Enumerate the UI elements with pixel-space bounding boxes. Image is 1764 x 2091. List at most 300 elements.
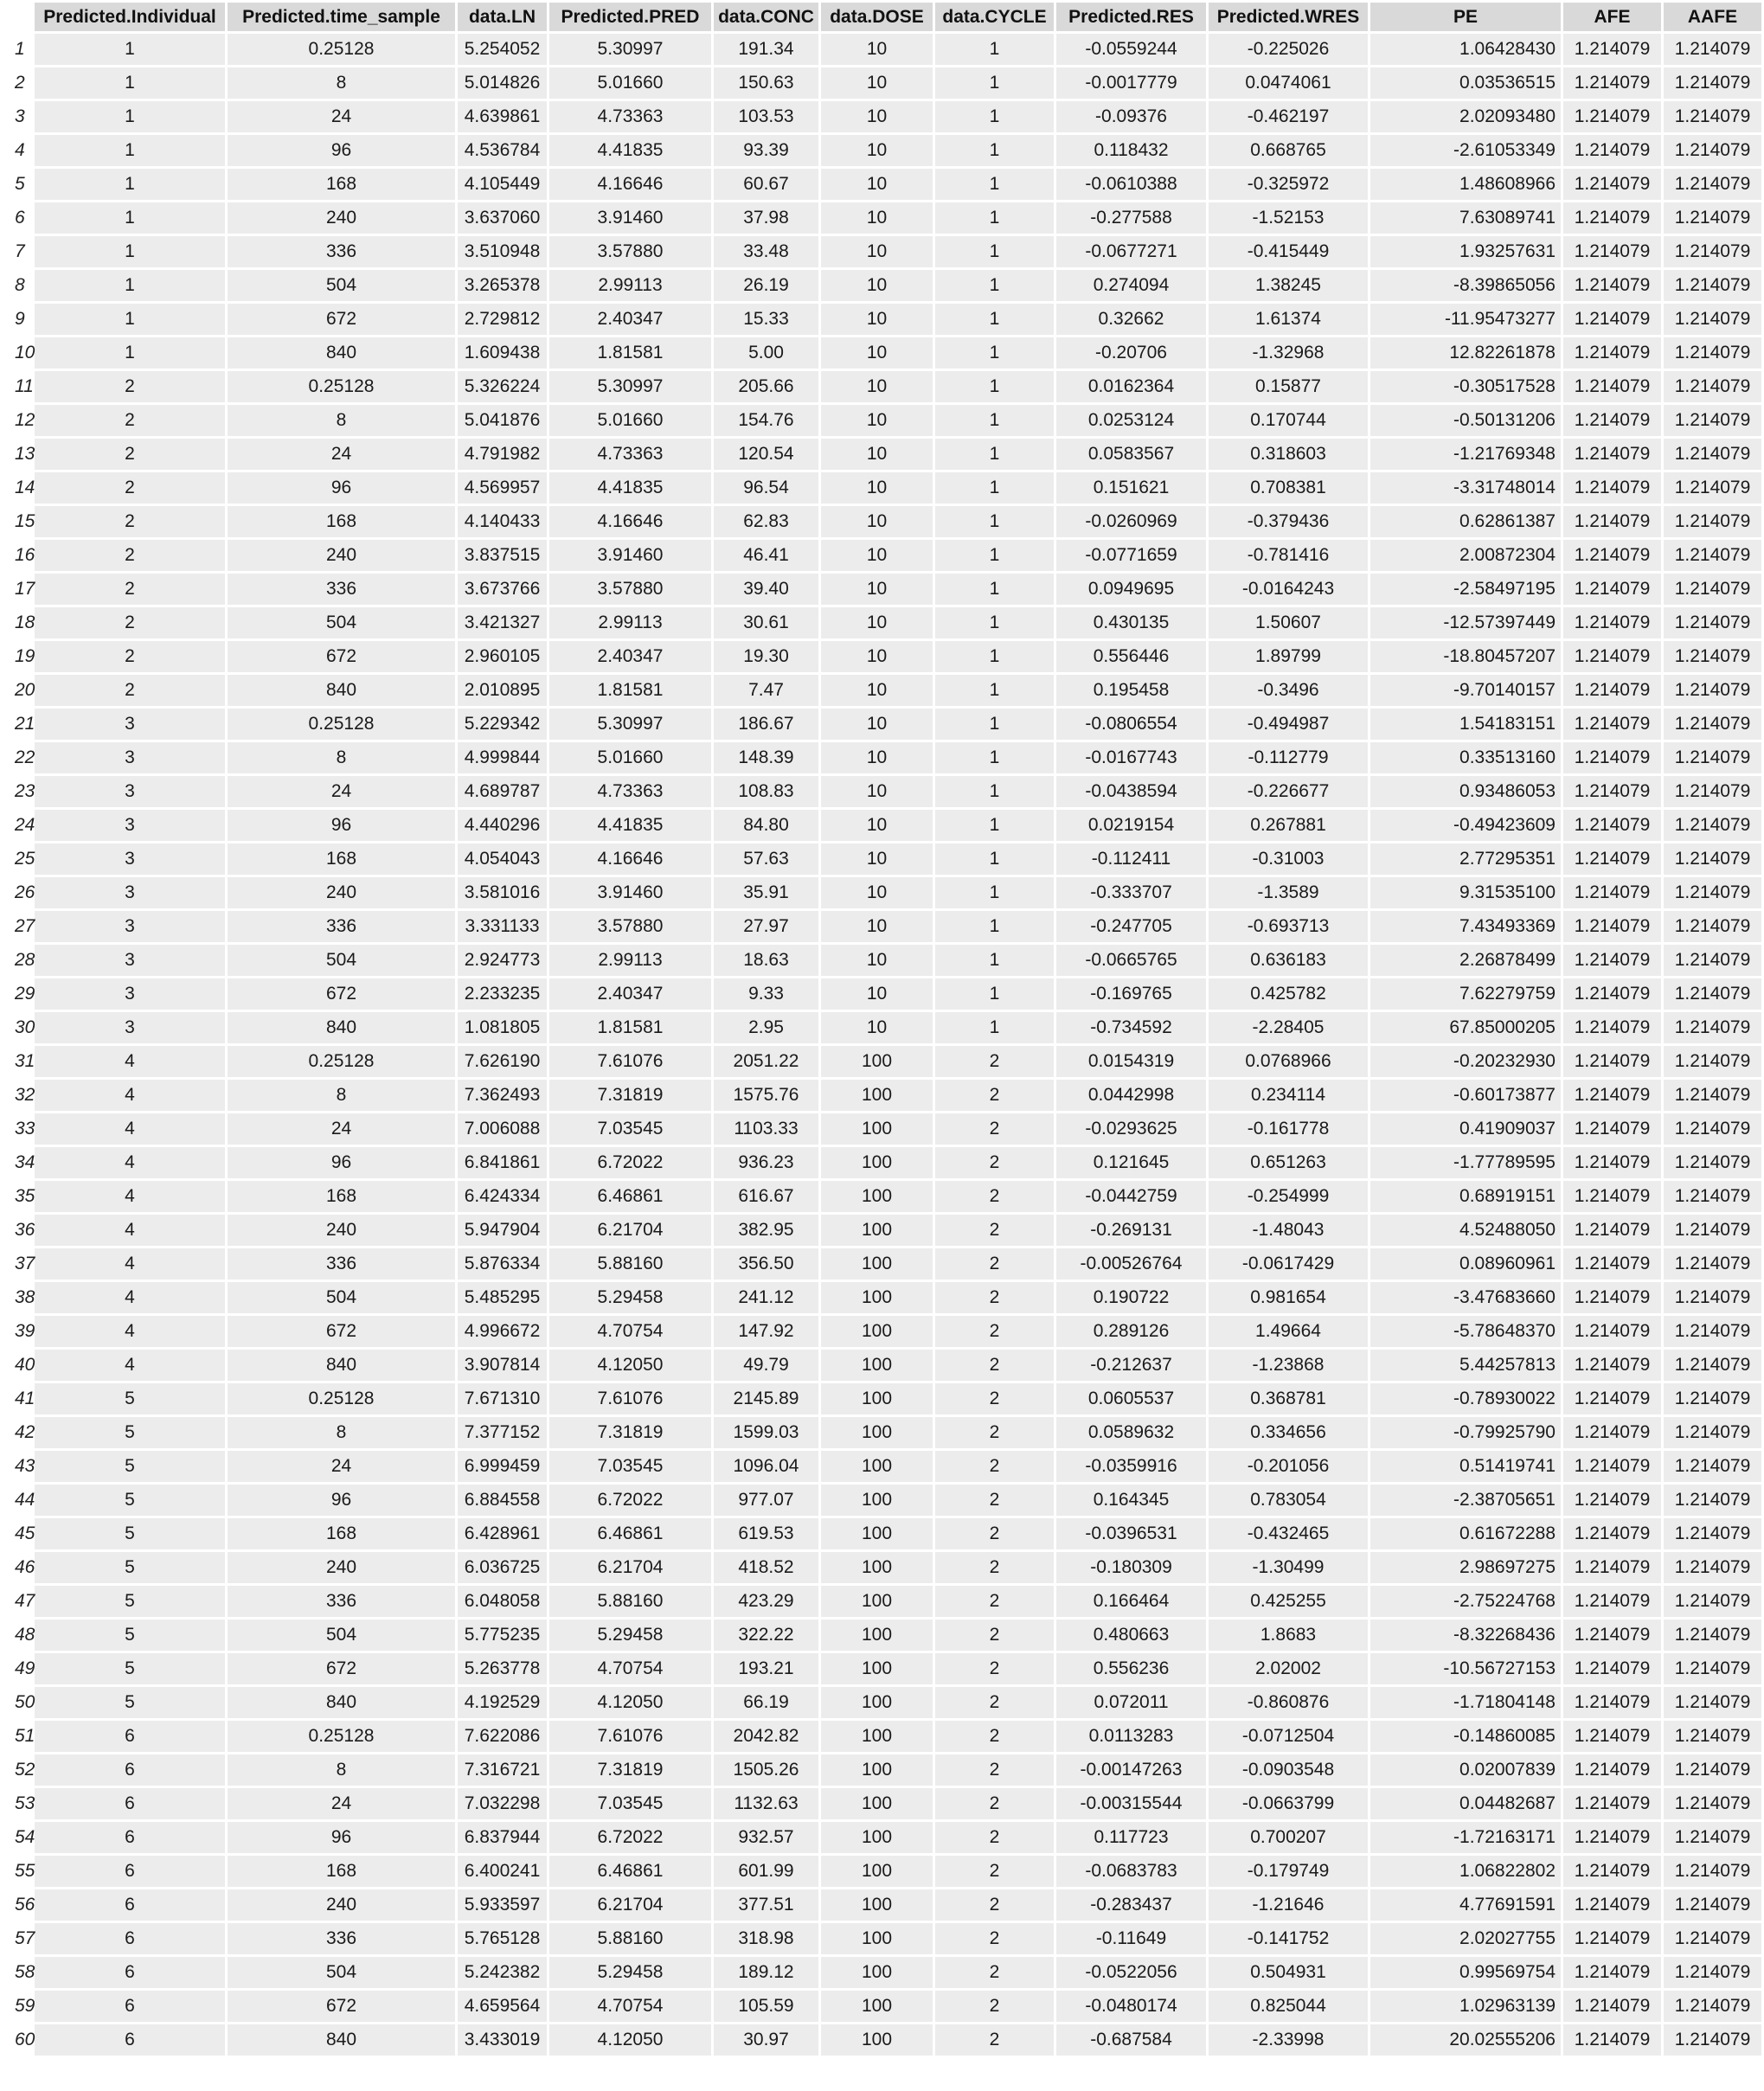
table-row[interactable] — [3, 1754, 1761, 1786]
table-cell[interactable]: 1575.76 — [714, 1080, 818, 1111]
table-cell[interactable]: 0.121645 — [1056, 1147, 1206, 1178]
table-cell[interactable]: 7.03545 — [549, 1451, 711, 1482]
table-cell[interactable]: 1.214079 — [1563, 1957, 1661, 1988]
table-cell[interactable]: -9.70140157 — [1370, 675, 1561, 706]
table-cell[interactable]: 1.214079 — [1664, 1383, 1761, 1414]
table-cell[interactable]: 57.63 — [714, 843, 818, 875]
table-cell[interactable]: 6.72022 — [549, 1822, 711, 1853]
table-cell[interactable]: 2 — [35, 506, 225, 537]
table-cell[interactable]: 1.214079 — [1664, 945, 1761, 976]
table-cell[interactable]: 1.214079 — [1563, 641, 1661, 672]
table-cell[interactable]: -0.693713 — [1209, 911, 1368, 942]
table-cell[interactable]: 10 — [821, 776, 933, 807]
table-cell[interactable]: -0.494987 — [1209, 709, 1368, 740]
table-cell[interactable]: 1.214079 — [1563, 1316, 1661, 1347]
table-cell[interactable]: 977.07 — [714, 1485, 818, 1516]
table-cell[interactable]: 840 — [228, 2024, 455, 2056]
table-cell[interactable]: 672 — [228, 304, 455, 335]
table-cell[interactable]: 5.44257813 — [1370, 1350, 1561, 1381]
table-cell[interactable]: 100 — [821, 2024, 933, 2056]
table-cell[interactable]: 5.30997 — [549, 709, 711, 740]
table-cell[interactable]: 0.0113283 — [1056, 1721, 1206, 1752]
table-cell[interactable]: 1 — [935, 439, 1054, 470]
table-cell[interactable]: -0.212637 — [1056, 1350, 1206, 1381]
table-cell[interactable]: 0.99569754 — [1370, 1957, 1561, 1988]
table-cell[interactable]: 7.61076 — [549, 1383, 711, 1414]
table-cell[interactable]: 1.214079 — [1563, 877, 1661, 908]
table-cell[interactable]: 840 — [228, 1350, 455, 1381]
table-cell[interactable]: 1 — [935, 101, 1054, 132]
table-row[interactable] — [3, 1113, 1761, 1145]
table-cell[interactable]: 2 — [935, 1147, 1054, 1178]
table-cell[interactable]: 2 — [935, 1451, 1054, 1482]
table-cell[interactable]: 336 — [228, 911, 455, 942]
table-cell[interactable]: 6 — [35, 1991, 225, 2022]
table-cell[interactable]: 336 — [228, 1248, 455, 1280]
table-cell[interactable]: 0.425782 — [1209, 978, 1368, 1010]
table-cell[interactable]: 1.214079 — [1664, 1620, 1761, 1651]
table-cell[interactable]: 10 — [821, 101, 933, 132]
table-cell[interactable]: 93.39 — [714, 135, 818, 166]
table-cell[interactable]: 4 — [35, 1181, 225, 1212]
table-cell[interactable]: 3 — [35, 810, 225, 841]
table-cell[interactable]: 240 — [228, 202, 455, 234]
table-cell[interactable]: 0.636183 — [1209, 945, 1368, 976]
table-cell[interactable]: 1 — [935, 34, 1054, 65]
table-cell[interactable]: 4.105449 — [458, 169, 547, 200]
table-cell[interactable]: 39.40 — [714, 574, 818, 605]
table-cell[interactable]: 2 — [935, 1552, 1054, 1583]
table-cell[interactable]: 0.25128 — [228, 1046, 455, 1077]
table-cell[interactable]: 3 — [35, 911, 225, 942]
table-cell[interactable]: 6 — [35, 1957, 225, 1988]
table-cell[interactable]: 2 — [935, 1822, 1054, 1853]
table-cell[interactable]: -0.0559244 — [1056, 34, 1206, 65]
table-cell[interactable]: 2.95 — [714, 1012, 818, 1043]
table-cell[interactable]: 100 — [821, 1889, 933, 1921]
table-cell[interactable]: 1.214079 — [1563, 1754, 1661, 1786]
table-cell[interactable]: 2 — [935, 1215, 1054, 1246]
table-cell[interactable]: -0.141752 — [1209, 1923, 1368, 1954]
table-cell[interactable]: 1 — [35, 169, 225, 200]
table-cell[interactable]: 1 — [935, 371, 1054, 402]
table-cell[interactable]: 10 — [821, 675, 933, 706]
table-cell[interactable]: 1.214079 — [1563, 1552, 1661, 1583]
table-cell[interactable]: 1.214079 — [1664, 540, 1761, 571]
column-header[interactable]: data.CYCLE — [935, 3, 1054, 31]
table-cell[interactable]: 1 — [935, 810, 1054, 841]
table-cell[interactable]: 100 — [821, 1856, 933, 1887]
column-header[interactable]: Predicted.PRED — [549, 3, 711, 31]
table-cell[interactable]: 672 — [228, 1653, 455, 1684]
table-cell[interactable]: 100 — [821, 1248, 933, 1280]
table-cell[interactable]: 1.214079 — [1563, 1721, 1661, 1752]
table-cell[interactable]: 241.12 — [714, 1282, 818, 1313]
table-cell[interactable]: 0.195458 — [1056, 675, 1206, 706]
table-cell[interactable]: 1.214079 — [1563, 843, 1661, 875]
table-cell[interactable]: 30.97 — [714, 2024, 818, 2056]
table-cell[interactable]: 100 — [821, 1754, 933, 1786]
table-row[interactable] — [3, 1721, 1761, 1752]
table-cell[interactable]: 1.214079 — [1664, 742, 1761, 773]
table-cell[interactable]: 2051.22 — [714, 1046, 818, 1077]
table-cell[interactable]: -1.23868 — [1209, 1350, 1368, 1381]
table-cell[interactable]: 3 — [35, 742, 225, 773]
table-cell[interactable]: 382.95 — [714, 1215, 818, 1246]
table-cell[interactable]: 1.609438 — [458, 337, 547, 369]
table-cell[interactable]: 1.214079 — [1664, 1957, 1761, 1988]
table-row[interactable] — [3, 945, 1761, 976]
table-cell[interactable]: 33.48 — [714, 236, 818, 267]
table-cell[interactable]: 3.907814 — [458, 1350, 547, 1381]
table-cell[interactable]: 4.70754 — [549, 1653, 711, 1684]
table-cell[interactable]: 19.30 — [714, 641, 818, 672]
table-row[interactable] — [3, 1822, 1761, 1853]
table-cell[interactable]: 1.214079 — [1563, 371, 1661, 402]
table-cell[interactable]: 7.31819 — [549, 1417, 711, 1448]
table-row[interactable] — [3, 270, 1761, 301]
table-cell[interactable]: 2 — [935, 1316, 1054, 1347]
table-cell[interactable]: -0.687584 — [1056, 2024, 1206, 2056]
table-cell[interactable]: -0.00315544 — [1056, 1788, 1206, 1819]
table-cell[interactable]: 3.91460 — [549, 877, 711, 908]
table-cell[interactable]: 318.98 — [714, 1923, 818, 1954]
table-cell[interactable]: -0.0438594 — [1056, 776, 1206, 807]
table-cell[interactable]: -0.0396531 — [1056, 1518, 1206, 1549]
table-cell[interactable]: 5.29458 — [549, 1957, 711, 1988]
column-header[interactable]: PE — [1370, 3, 1561, 31]
table-cell[interactable]: 1.214079 — [1664, 877, 1761, 908]
table-cell[interactable]: 4 — [35, 1248, 225, 1280]
table-cell[interactable]: 100 — [821, 1046, 933, 1077]
table-cell[interactable]: 24 — [228, 101, 455, 132]
table-cell[interactable]: 0.0442998 — [1056, 1080, 1206, 1111]
table-cell[interactable]: 0.334656 — [1209, 1417, 1368, 1448]
table-cell[interactable]: 1.214079 — [1664, 1080, 1761, 1111]
table-cell[interactable]: -0.3496 — [1209, 675, 1368, 706]
table-cell[interactable]: 0.0949695 — [1056, 574, 1206, 605]
table-cell[interactable]: 1.214079 — [1664, 1788, 1761, 1819]
table-cell[interactable]: 2.010895 — [458, 675, 547, 706]
table-cell[interactable]: -0.0610388 — [1056, 169, 1206, 200]
table-cell[interactable]: 4.52488050 — [1370, 1215, 1561, 1246]
table-cell[interactable]: 0.556446 — [1056, 641, 1206, 672]
table-cell[interactable]: 1.214079 — [1563, 1586, 1661, 1617]
table-row[interactable] — [3, 1012, 1761, 1043]
table-cell[interactable]: -0.415449 — [1209, 236, 1368, 267]
table-cell[interactable]: -0.0903548 — [1209, 1754, 1368, 1786]
table-cell[interactable]: 96 — [228, 472, 455, 504]
table-cell[interactable]: 0.072011 — [1056, 1687, 1206, 1718]
table-row[interactable] — [3, 776, 1761, 807]
table-cell[interactable]: 1.214079 — [1664, 810, 1761, 841]
table-cell[interactable]: 168 — [228, 506, 455, 537]
table-row[interactable] — [3, 1046, 1761, 1077]
table-cell[interactable]: -1.72163171 — [1370, 1822, 1561, 1853]
table-cell[interactable]: 5.263778 — [458, 1653, 547, 1684]
table-cell[interactable]: 10 — [821, 236, 933, 267]
table-cell[interactable]: 6.72022 — [549, 1485, 711, 1516]
table-cell[interactable]: 1.214079 — [1664, 135, 1761, 166]
table-cell[interactable]: 4.41835 — [549, 472, 711, 504]
table-cell[interactable]: 1 — [935, 405, 1054, 436]
table-cell[interactable]: 10 — [821, 270, 933, 301]
table-cell[interactable]: 2 — [35, 540, 225, 571]
table-cell[interactable]: 5 — [35, 1383, 225, 1414]
table-cell[interactable]: 100 — [821, 1080, 933, 1111]
table-cell[interactable]: 5.88160 — [549, 1923, 711, 1954]
table-cell[interactable]: 7.03545 — [549, 1788, 711, 1819]
table-cell[interactable]: -0.0522056 — [1056, 1957, 1206, 1988]
table-cell[interactable]: 6.048058 — [458, 1586, 547, 1617]
table-cell[interactable]: -0.333707 — [1056, 877, 1206, 908]
table-cell[interactable]: 0.0474061 — [1209, 67, 1368, 99]
table-cell[interactable]: 2 — [935, 1485, 1054, 1516]
table-row[interactable] — [3, 911, 1761, 942]
table-cell[interactable]: 6.884558 — [458, 1485, 547, 1516]
table-cell[interactable]: 504 — [228, 1282, 455, 1313]
table-cell[interactable]: 1.214079 — [1563, 202, 1661, 234]
table-cell[interactable]: -0.283437 — [1056, 1889, 1206, 1921]
table-cell[interactable]: 100 — [821, 1721, 933, 1752]
table-cell[interactable]: 1.214079 — [1563, 1417, 1661, 1448]
table-cell[interactable]: 932.57 — [714, 1822, 818, 1853]
table-cell[interactable]: 6.21704 — [549, 1552, 711, 1583]
table-cell[interactable]: -0.0712504 — [1209, 1721, 1368, 1752]
table-cell[interactable]: 1.50607 — [1209, 607, 1368, 638]
table-cell[interactable]: 2 — [35, 574, 225, 605]
table-cell[interactable]: 504 — [228, 1957, 455, 1988]
table-cell[interactable]: -0.31003 — [1209, 843, 1368, 875]
table-cell[interactable]: -0.432465 — [1209, 1518, 1368, 1549]
table-cell[interactable]: 3.637060 — [458, 202, 547, 234]
table-cell[interactable]: 1.214079 — [1664, 1282, 1761, 1313]
table-cell[interactable]: -2.33998 — [1209, 2024, 1368, 2056]
table-cell[interactable]: 240 — [228, 877, 455, 908]
table-cell[interactable]: 1.214079 — [1563, 101, 1661, 132]
table-cell[interactable]: 2 — [935, 1620, 1054, 1651]
table-cell[interactable]: 1.214079 — [1563, 1383, 1661, 1414]
table-cell[interactable]: 1 — [935, 1012, 1054, 1043]
table-cell[interactable]: 4.16646 — [549, 843, 711, 875]
table-row[interactable] — [3, 169, 1761, 200]
table-cell[interactable]: -0.20706 — [1056, 337, 1206, 369]
table-cell[interactable]: 108.83 — [714, 776, 818, 807]
table-cell[interactable]: 4.569957 — [458, 472, 547, 504]
table-cell[interactable]: 96 — [228, 1485, 455, 1516]
table-cell[interactable]: 24 — [228, 439, 455, 470]
column-header[interactable]: AFE — [1563, 3, 1661, 31]
table-row[interactable] — [3, 202, 1761, 234]
table-cell[interactable]: 5 — [35, 1552, 225, 1583]
table-cell[interactable]: 5.014826 — [458, 67, 547, 99]
table-cell[interactable]: 18.63 — [714, 945, 818, 976]
table-cell[interactable]: 1.214079 — [1664, 371, 1761, 402]
table-cell[interactable]: -0.0442759 — [1056, 1181, 1206, 1212]
table-cell[interactable]: 1 — [935, 540, 1054, 571]
table-cell[interactable]: 9.31535100 — [1370, 877, 1561, 908]
table-cell[interactable]: 1.214079 — [1664, 506, 1761, 537]
table-row[interactable] — [3, 1316, 1761, 1347]
table-cell[interactable]: 1 — [935, 641, 1054, 672]
table-cell[interactable]: 100 — [821, 1687, 933, 1718]
table-row[interactable] — [3, 607, 1761, 638]
table-cell[interactable]: 7.377152 — [458, 1417, 547, 1448]
table-cell[interactable]: 1.214079 — [1664, 607, 1761, 638]
table-cell[interactable]: 0.02007839 — [1370, 1754, 1561, 1786]
table-cell[interactable]: 1.214079 — [1664, 1485, 1761, 1516]
table-cell[interactable]: 2.02093480 — [1370, 101, 1561, 132]
table-cell[interactable]: 5.947904 — [458, 1215, 547, 1246]
table-row[interactable] — [3, 1282, 1761, 1313]
table-row[interactable] — [3, 540, 1761, 571]
table-cell[interactable]: 100 — [821, 1552, 933, 1583]
table-cell[interactable]: 3 — [35, 776, 225, 807]
table-cell[interactable]: 1.214079 — [1664, 1350, 1761, 1381]
table-cell[interactable]: 2 — [35, 472, 225, 504]
table-cell[interactable]: 1.214079 — [1664, 1889, 1761, 1921]
table-row[interactable] — [3, 1653, 1761, 1684]
table-cell[interactable]: 4.054043 — [458, 843, 547, 875]
table-cell[interactable]: -0.50131206 — [1370, 405, 1561, 436]
table-cell[interactable]: 10 — [821, 810, 933, 841]
table-cell[interactable]: -0.30517528 — [1370, 371, 1561, 402]
table-cell[interactable]: 1.49664 — [1209, 1316, 1368, 1347]
table-cell[interactable]: 840 — [228, 1687, 455, 1718]
table-cell[interactable]: 6.46861 — [549, 1181, 711, 1212]
table-cell[interactable]: 1 — [35, 34, 225, 65]
table-cell[interactable]: 4.73363 — [549, 439, 711, 470]
table-cell[interactable]: 240 — [228, 1552, 455, 1583]
table-cell[interactable]: 0.93486053 — [1370, 776, 1561, 807]
table-cell[interactable]: 2 — [35, 371, 225, 402]
table-cell[interactable]: 1.81581 — [549, 337, 711, 369]
table-cell[interactable]: 1.214079 — [1563, 1181, 1661, 1212]
table-cell[interactable]: 619.53 — [714, 1518, 818, 1549]
table-cell[interactable]: 0.118432 — [1056, 135, 1206, 166]
table-cell[interactable]: 2 — [935, 1687, 1054, 1718]
table-cell[interactable]: 1.214079 — [1664, 1417, 1761, 1448]
table-cell[interactable]: 0.480663 — [1056, 1620, 1206, 1651]
table-cell[interactable]: 0.0219154 — [1056, 810, 1206, 841]
table-cell[interactable]: 1.214079 — [1664, 169, 1761, 200]
table-cell[interactable]: 168 — [228, 1518, 455, 1549]
table-cell[interactable]: 1.214079 — [1563, 911, 1661, 942]
table-cell[interactable]: 100 — [821, 1991, 933, 2022]
table-cell[interactable]: 2145.89 — [714, 1383, 818, 1414]
table-cell[interactable]: 6.841861 — [458, 1147, 547, 1178]
table-cell[interactable]: 4.77691591 — [1370, 1889, 1561, 1921]
table-cell[interactable]: 2 — [935, 2024, 1054, 2056]
table-cell[interactable]: 4 — [35, 1215, 225, 1246]
table-cell[interactable]: 1132.63 — [714, 1788, 818, 1819]
table-cell[interactable]: 4 — [35, 1316, 225, 1347]
table-cell[interactable]: 1.214079 — [1563, 1046, 1661, 1077]
table-cell[interactable]: -11.95473277 — [1370, 304, 1561, 335]
table-cell[interactable]: 150.63 — [714, 67, 818, 99]
table-cell[interactable]: 0.25128 — [228, 709, 455, 740]
table-cell[interactable]: 1.214079 — [1664, 1653, 1761, 1684]
table-cell[interactable]: 100 — [821, 1586, 933, 1617]
table-cell[interactable]: 5.041876 — [458, 405, 547, 436]
table-cell[interactable]: 1.214079 — [1664, 101, 1761, 132]
column-header[interactable]: Predicted.time_sample — [228, 3, 455, 31]
column-header[interactable]: data.DOSE — [821, 3, 933, 31]
table-cell[interactable]: -0.0771659 — [1056, 540, 1206, 571]
table-cell[interactable]: 1.214079 — [1664, 709, 1761, 740]
table-cell[interactable]: 2 — [935, 1417, 1054, 1448]
table-cell[interactable]: 1 — [935, 843, 1054, 875]
table-row[interactable] — [3, 472, 1761, 504]
table-cell[interactable]: 4.689787 — [458, 776, 547, 807]
table-cell[interactable]: -0.0677271 — [1056, 236, 1206, 267]
table-cell[interactable]: 5 — [35, 1518, 225, 1549]
table-cell[interactable]: 10 — [821, 574, 933, 605]
table-cell[interactable]: 2 — [935, 1046, 1054, 1077]
table-cell[interactable]: 1.214079 — [1664, 439, 1761, 470]
table-cell[interactable]: 0.368781 — [1209, 1383, 1368, 1414]
table-cell[interactable]: 1.214079 — [1664, 1552, 1761, 1583]
table-cell[interactable]: 10 — [821, 135, 933, 166]
table-cell[interactable]: 168 — [228, 1856, 455, 1887]
table-cell[interactable]: 8 — [228, 67, 455, 99]
table-cell[interactable]: 377.51 — [714, 1889, 818, 1921]
table-cell[interactable]: 2.99113 — [549, 270, 711, 301]
table-cell[interactable]: 3 — [35, 945, 225, 976]
table-cell[interactable]: -0.201056 — [1209, 1451, 1368, 1482]
table-cell[interactable]: 5 — [35, 1451, 225, 1482]
table-cell[interactable]: 0.41909037 — [1370, 1113, 1561, 1145]
table-cell[interactable]: -0.60173877 — [1370, 1080, 1561, 1111]
table-cell[interactable]: 3.91460 — [549, 540, 711, 571]
table-cell[interactable]: -0.161778 — [1209, 1113, 1368, 1145]
table-row[interactable] — [3, 337, 1761, 369]
table-cell[interactable]: 1.214079 — [1563, 1248, 1661, 1280]
table-cell[interactable]: 8 — [228, 742, 455, 773]
table-cell[interactable]: 3 — [35, 709, 225, 740]
table-cell[interactable]: 4.41835 — [549, 810, 711, 841]
table-cell[interactable]: 96.54 — [714, 472, 818, 504]
table-cell[interactable]: -0.00147263 — [1056, 1754, 1206, 1786]
table-cell[interactable]: -1.48043 — [1209, 1215, 1368, 1246]
table-cell[interactable]: -2.38705651 — [1370, 1485, 1561, 1516]
table-cell[interactable]: 0.981654 — [1209, 1282, 1368, 1313]
table-cell[interactable]: 168 — [228, 1181, 455, 1212]
table-cell[interactable]: 1.81581 — [549, 675, 711, 706]
table-row[interactable] — [3, 1788, 1761, 1819]
table-cell[interactable]: -3.47683660 — [1370, 1282, 1561, 1313]
table-cell[interactable]: 1.214079 — [1664, 843, 1761, 875]
table-cell[interactable]: 168 — [228, 843, 455, 875]
table-cell[interactable]: 7.671310 — [458, 1383, 547, 1414]
table-cell[interactable]: 0.166464 — [1056, 1586, 1206, 1617]
table-cell[interactable]: 46.41 — [714, 540, 818, 571]
table-cell[interactable]: 2.00872304 — [1370, 540, 1561, 571]
table-cell[interactable]: 5.765128 — [458, 1923, 547, 1954]
table-cell[interactable]: 10 — [821, 472, 933, 504]
table-cell[interactable]: -0.169765 — [1056, 978, 1206, 1010]
table-cell[interactable]: 1 — [935, 506, 1054, 537]
table-cell[interactable]: 5 — [35, 1485, 225, 1516]
table-cell[interactable]: 1.81581 — [549, 1012, 711, 1043]
table-cell[interactable]: 1.214079 — [1563, 34, 1661, 65]
table-cell[interactable]: 1.214079 — [1563, 1485, 1661, 1516]
table-cell[interactable]: 1.214079 — [1664, 1991, 1761, 2022]
row-number-header[interactable] — [3, 3, 32, 31]
table-cell[interactable]: 84.80 — [714, 810, 818, 841]
table-cell[interactable]: 1.214079 — [1563, 776, 1661, 807]
table-cell[interactable]: 6 — [35, 1721, 225, 1752]
